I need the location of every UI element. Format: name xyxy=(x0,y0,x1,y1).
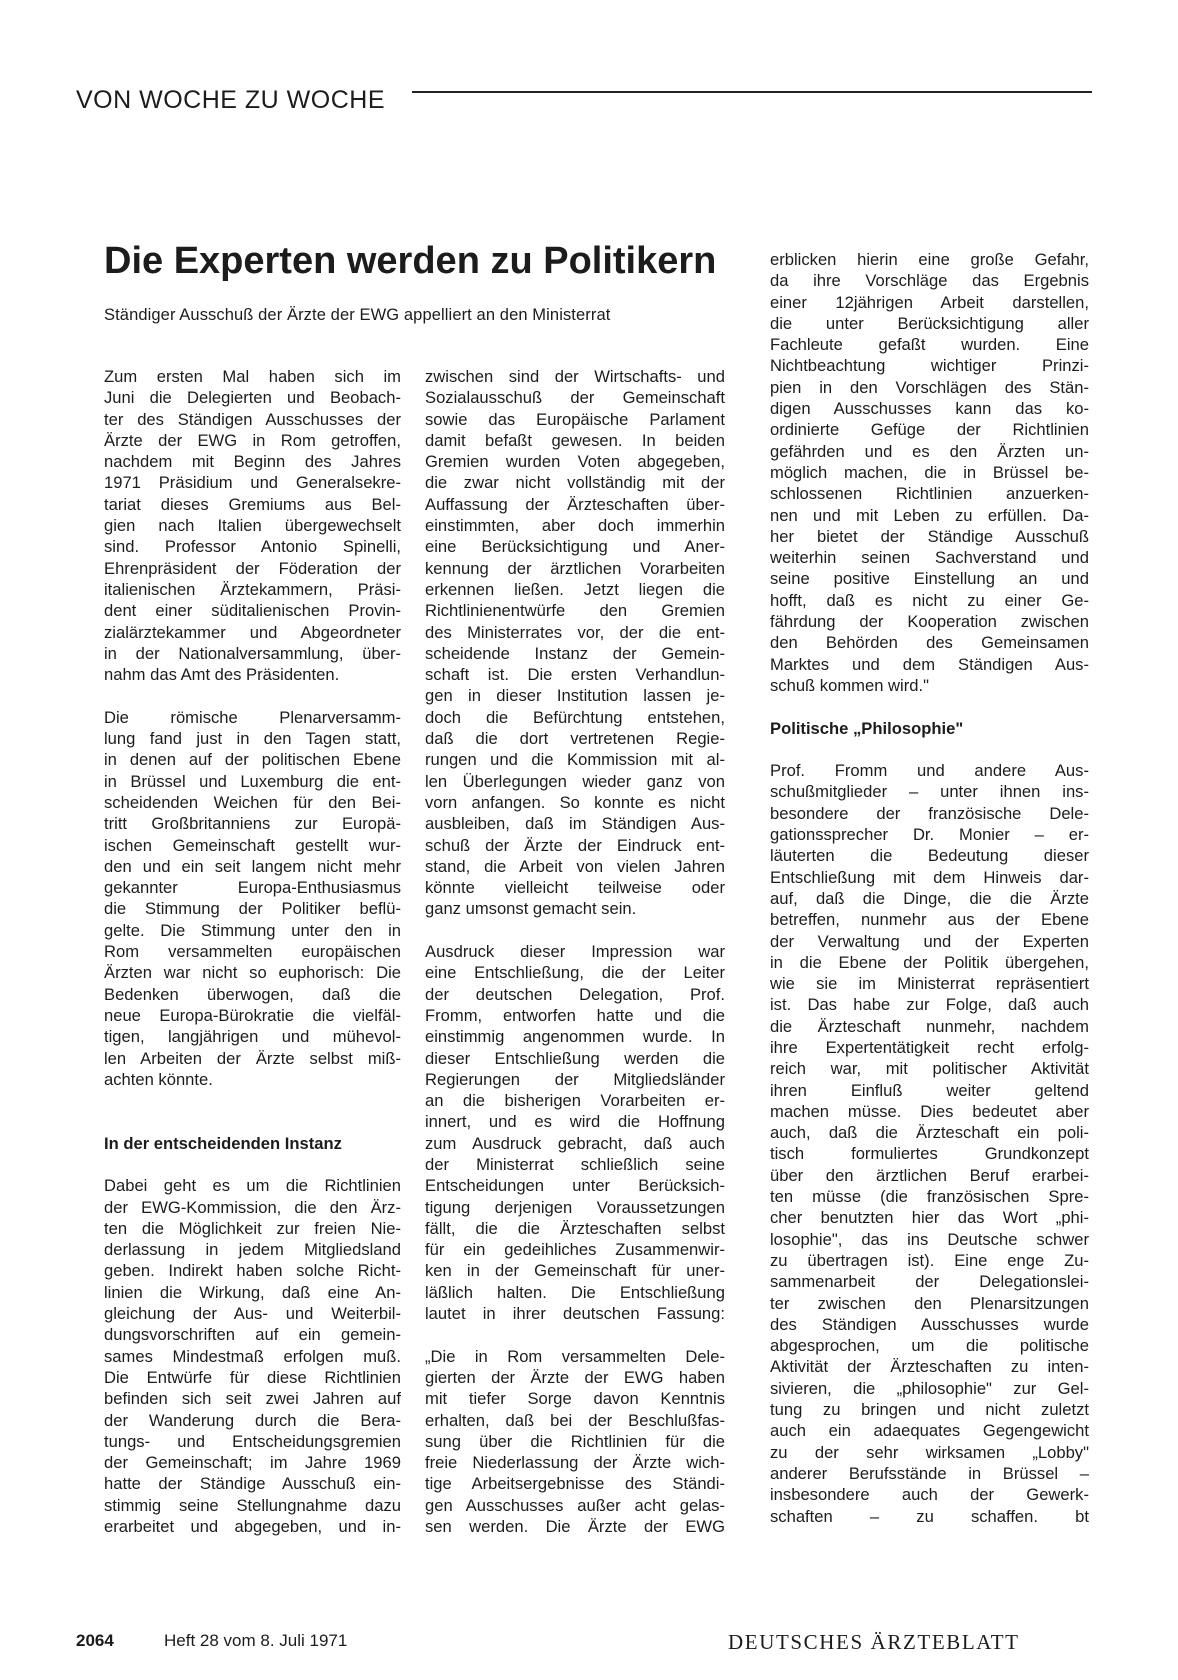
text-line: lautet in ihrer deutschen Fassung: xyxy=(425,1304,725,1324)
text-line: auch ein adaequates Gegengewicht xyxy=(770,1421,1089,1441)
text-line: Sozialausschuß der Gemeinschaft xyxy=(425,388,725,408)
text-line: vorn anfangen. So konnte es nicht xyxy=(425,792,725,812)
text-line: gierten der Ärzte der EWG haben xyxy=(425,1367,725,1387)
text-line: gelte. Die Stimmung unter den in xyxy=(104,920,401,940)
text-line: ordinierte Gefüge der Richtlinien xyxy=(770,420,1089,440)
text-line: ganz umsonst gemacht sein. xyxy=(425,899,637,919)
text-line: sen werden. Die Ärzte der EWG xyxy=(425,1517,725,1537)
text-line: einstimmten, aber doch immerhin xyxy=(425,516,725,536)
paragraph-gap xyxy=(425,1324,725,1345)
text-line: Bedenken überwogen, daß die xyxy=(104,984,401,1004)
text-line: nen und mit Leben zu erfüllen. Da- xyxy=(770,505,1089,525)
text-line: fährdung der Kooperation zwischen xyxy=(770,612,1089,632)
text-line: stand, die Arbeit von vielen Jahren xyxy=(425,856,725,876)
text-line: zu übertragen ist). Eine enge Zu- xyxy=(770,1250,1089,1270)
text-line: Gremien wurden Voten abgegeben, xyxy=(425,452,725,472)
text-line: möglich machen, die in Brüssel be- xyxy=(770,462,1089,482)
text-line: Dabei geht es um die Richtlinien xyxy=(104,1176,401,1196)
text-line: hatte der Ständige Ausschuß ein- xyxy=(104,1474,401,1494)
text-line: erhalten, daß bei der Beschlußfas- xyxy=(425,1410,725,1430)
text-line: der Gemeinschaft; im Jahre 1969 xyxy=(104,1453,401,1473)
text-line: innert, und es wird die Hoffnung xyxy=(425,1112,725,1132)
journal-name: DEUTSCHES ÄRZTEBLATT xyxy=(728,1630,1020,1654)
text-line: erblicken hierin eine große Gefahr, xyxy=(770,250,1089,269)
text-line: tige Arbeitsergebnisse des Ständi- xyxy=(425,1474,725,1494)
text-line: der Wanderung durch die Bera- xyxy=(104,1410,401,1430)
text-line: an die bisherigen Vorarbeiten er- xyxy=(425,1091,725,1111)
issue-info: Heft 28 vom 8. Juli 1971 xyxy=(164,1631,348,1650)
text-line: kennung der ärztlichen Vorarbeiten xyxy=(425,558,725,578)
text-line: scheidende Instanz der Gemein- xyxy=(425,643,725,663)
text-line: fällt, die die Ärzteschaften selbst xyxy=(425,1218,725,1238)
text-line: dungsvorschriften auf ein gemein- xyxy=(104,1325,401,1345)
text-line: tigen, langjährigen und mühevol- xyxy=(104,1027,401,1047)
text-line: sowie das Europäische Parlament xyxy=(425,409,725,429)
text-line: läuterten die Bedeutung dieser xyxy=(770,846,1089,866)
text-line: befinden sich seit zwei Jahren auf xyxy=(104,1389,401,1409)
section-heading: In der entscheidenden Instanz xyxy=(104,1133,342,1153)
text-line: digen Ausschusses kann das ko- xyxy=(770,399,1089,419)
text-line: auf, daß die Dinge, die die Ärzte xyxy=(770,888,1089,908)
text-line: daß die dort vertretenen Regie- xyxy=(425,729,725,749)
section-label: VON WOCHE ZU WOCHE xyxy=(76,86,385,114)
text-line: sames Mindestmaß erfolgen muß. xyxy=(104,1346,401,1366)
text-line: sivieren, die „philosophie" zur Gel- xyxy=(770,1378,1089,1398)
text-line: zwischen sind der Wirtschafts- und xyxy=(425,367,725,386)
text-line: Rom versammelten europäischen xyxy=(104,942,401,962)
text-line: schaft ist. Die ersten Verhandlun- xyxy=(425,665,725,685)
text-line: gen in dieser Institution lassen je- xyxy=(425,686,725,706)
text-line: gien nach Italien übergewechselt xyxy=(104,516,401,536)
text-line: weiterhin seinen Sachverstand und xyxy=(770,548,1089,568)
text-line: zialärztekammer und Abgeordneter xyxy=(104,622,401,642)
text-line: läßlich halten. Die Entschließung xyxy=(425,1282,725,1302)
text-line: in die Ebene der Politik übergehen, xyxy=(770,952,1089,972)
text-line: Richtlinienentwürfe den Gremien xyxy=(425,601,725,621)
text-line: hofft, daß es nicht zu einer Ge- xyxy=(770,590,1089,610)
text-line: gleichung der Aus- und Weiterbil- xyxy=(104,1304,401,1324)
text-line: machen müsse. Dies bedeutet aber xyxy=(770,1101,1089,1121)
text-line: Aktivität der Ärzteschaften zu inten- xyxy=(770,1357,1089,1377)
text-line: den und ein seit langem nicht mehr xyxy=(104,856,401,876)
text-line: Zum ersten Mal haben sich im xyxy=(104,367,401,386)
text-line: linien die Wirkung, daß eine An- xyxy=(104,1282,401,1302)
text-line: her bietet der Ständige Ausschuß xyxy=(770,526,1089,546)
text-line: in Brüssel und Luxemburg die ent- xyxy=(104,771,401,791)
text-line: nahm das Amt des Präsidenten. xyxy=(104,665,340,685)
text-line: scheidenden Weichen für den Bei- xyxy=(104,792,401,812)
text-line: gationssprecher Dr. Monier – er- xyxy=(770,825,1089,845)
text-line: zum Ausdruck gebracht, daß auch xyxy=(425,1133,725,1153)
text-line: len Arbeiten der Ärzte selbst miß- xyxy=(104,1048,401,1068)
text-line: des Ständigen Ausschusses wurde xyxy=(770,1314,1089,1334)
text-line: tung zu bringen und nicht zuletzt xyxy=(770,1400,1089,1420)
text-line: tungs- und Entscheidungsgremien xyxy=(104,1431,401,1451)
text-line: eine Berücksichtigung und Aner- xyxy=(425,537,725,557)
paragraph-gap xyxy=(104,685,401,706)
text-line: freie Niederlassung der Ärzte wich- xyxy=(425,1453,725,1473)
text-line: gen Ausschusses außer acht gelas- xyxy=(425,1495,725,1515)
text-line: schußmitglieder – unter ihnen ins- xyxy=(770,782,1089,802)
text-line: sammenarbeit der Delegationslei- xyxy=(770,1272,1089,1292)
text-line: eine Entschließung, die der Leiter xyxy=(425,963,725,983)
text-line: zu der sehr wirksamen „Lobby" xyxy=(770,1442,1089,1462)
text-line: der Ministerrat schließlich seine xyxy=(425,1154,725,1174)
text-line: Ehrenpräsident der Föderation der xyxy=(104,558,401,578)
text-line: ihre Expertentätigkeit recht erfolg- xyxy=(770,1037,1089,1057)
text-line: 1971 Präsidium und Generalsekre- xyxy=(104,473,401,493)
text-line: ischen Gemeinschaft gestellt wur- xyxy=(104,835,401,855)
paragraph-gap xyxy=(770,739,1089,760)
text-line: tritt Großbritanniens zur Europä- xyxy=(104,814,401,834)
text-line: die Ärzteschaft nunmehr, nachdem xyxy=(770,1016,1089,1036)
text-line: die Stimmung der Politiker beflü- xyxy=(104,899,401,919)
text-line: anderer Berufsstände in Brüssel – xyxy=(770,1463,1089,1483)
text-line: der EWG-Kommission, die den Ärz- xyxy=(104,1197,401,1217)
text-line: gekannter Europa-Enthusiasmus xyxy=(104,878,401,898)
text-line: neue Europa-Bürokratie die vielfäl- xyxy=(104,1005,401,1025)
text-line: italienischen Ärztekammern, Präsi- xyxy=(104,579,401,599)
text-line: stimmig seine Stellungnahme dazu xyxy=(104,1495,401,1515)
text-line: seine positive Einstellung an und xyxy=(770,569,1089,589)
text-line: erkennen ließen. Jetzt liegen die xyxy=(425,579,725,599)
text-line: der Verwaltung und der Experten xyxy=(770,931,1089,951)
text-line: den Behörden des Gemeinsamen xyxy=(770,633,1089,653)
text-line: Marktes und dem Ständigen Aus- xyxy=(770,654,1089,674)
text-line: auch, daß die Ärzteschaft ein poli- xyxy=(770,1123,1089,1143)
text-line: sung über die Richtlinien für die xyxy=(425,1431,725,1451)
text-line: doch die Befürchtung entstehen, xyxy=(425,707,725,727)
text-line: rungen und die Kommission mit al- xyxy=(425,750,725,770)
text-line: losophie", das ins Deutsche schwer xyxy=(770,1229,1089,1249)
text-line: Fromm, entworfen hatte und die xyxy=(425,1005,725,1025)
text-line: reich war, mit politischer Aktivität xyxy=(770,1059,1089,1079)
text-line: da ihre Vorschläge das Ergebnis xyxy=(770,271,1089,291)
text-line: dent einer süditalienischen Provin- xyxy=(104,601,401,621)
text-line: Fachleute gefaßt wurden. Eine xyxy=(770,335,1089,355)
text-line: Die römische Plenarversamm- xyxy=(104,707,401,727)
text-line: Ausdruck dieser Impression war xyxy=(425,942,725,962)
text-line: ausbleiben, daß im Ständigen Aus- xyxy=(425,814,725,834)
text-line: pien in den Vorschlägen des Stän- xyxy=(770,377,1089,397)
text-line: ter des Ständigen Ausschusses der xyxy=(104,409,401,429)
text-line: gefährden und es den Ärzten un- xyxy=(770,441,1089,461)
text-line: Entschließung mit dem Hinweis dar- xyxy=(770,867,1089,887)
text-line: einer 12jährigen Arbeit darstellen, xyxy=(770,292,1089,312)
text-line: tisch formuliertes Grundkonzept xyxy=(770,1144,1089,1164)
text-line: lung fand just in den Tagen statt, xyxy=(104,729,401,749)
page-number: 2064 xyxy=(76,1631,114,1650)
text-line: der deutschen Delegation, Prof. xyxy=(425,984,725,1004)
text-line: achten könnte. xyxy=(104,1069,213,1089)
text-line: die unter Berücksichtigung aller xyxy=(770,313,1089,333)
article-subtitle: Ständiger Ausschuß der Ärzte der EWG appelliert an den Ministerrat xyxy=(104,306,611,324)
section-rule xyxy=(412,91,1092,93)
text-line: schaften – zu schaffen. bt xyxy=(770,1506,1089,1526)
section-heading: Politische „Philosophie" xyxy=(770,718,964,738)
text-line: könnte vielleicht teilweise oder xyxy=(425,878,725,898)
paragraph-gap xyxy=(770,696,1089,717)
article-column-1 xyxy=(104,366,401,1537)
text-line: Ärzte der EWG in Rom getroffen, xyxy=(104,430,401,450)
text-line: betreffen, nunmehr aus der Ebene xyxy=(770,910,1089,930)
text-line: len Überlegungen wieder ganz von xyxy=(425,771,725,791)
text-line: dieser Entschließung werden die xyxy=(425,1048,725,1068)
text-line: ihren Einfluß weiter geltend xyxy=(770,1080,1089,1100)
text-line: derlassung in jedem Mitgliedsland xyxy=(104,1240,401,1260)
text-line: des Ministerrates vor, der die ent- xyxy=(425,622,725,642)
text-line: schlossenen Richtlinien anzuerken- xyxy=(770,484,1089,504)
text-line: cher benutzten hier das Wort „phi- xyxy=(770,1208,1089,1228)
paragraph-gap xyxy=(104,1090,401,1133)
text-line: Juni die Delegierten und Beobach- xyxy=(104,388,401,408)
text-line: in der Nationalversammlung, über- xyxy=(104,643,401,663)
text-line: für ein gedeihliches Zusammenwir- xyxy=(425,1240,725,1260)
text-line: Regierungen der Mitgliedsländer xyxy=(425,1069,725,1089)
text-line: in denen auf der politischen Ebene xyxy=(104,750,401,770)
text-line: über den ärztlichen Beruf erarbei- xyxy=(770,1165,1089,1185)
text-line: ter zwischen den Plenarsitzungen xyxy=(770,1293,1089,1313)
article-column-2 xyxy=(425,366,725,1537)
text-line: insbesondere auch der Gewerk- xyxy=(770,1485,1089,1505)
text-line: schuß der Ärzte der Eindruck ent- xyxy=(425,835,725,855)
text-line: Ärzten war nicht so euphorisch: Die xyxy=(104,963,401,983)
text-line: Prof. Fromm und andere Aus- xyxy=(770,761,1089,781)
text-line: geben. Indirekt haben solche Richt- xyxy=(104,1261,401,1281)
text-line: erarbeitet und abgegeben, und in- xyxy=(104,1517,401,1537)
text-line: wie sie im Ministerrat repräsentiert xyxy=(770,974,1089,994)
text-line: die zwar nicht vollständig mit der xyxy=(425,473,725,493)
text-line: Die Entwürfe für diese Richtlinien xyxy=(104,1367,401,1387)
text-line: „Die in Rom versammelten Dele- xyxy=(425,1346,725,1366)
text-line: einstimmig angenommen wurde. In xyxy=(425,1027,725,1047)
text-line: nachdem mit Beginn des Jahres xyxy=(104,452,401,472)
text-line: besondere der französische Dele- xyxy=(770,803,1089,823)
text-line: damit befaßt gewesen. In beiden xyxy=(425,430,725,450)
text-line: ten müsse (die französischen Spre- xyxy=(770,1187,1089,1207)
text-line: ist. Das habe zur Folge, daß auch xyxy=(770,995,1089,1015)
text-line: ken in der Gemeinschaft für uner- xyxy=(425,1261,725,1281)
text-line: tigung derjenigen Voraussetzungen xyxy=(425,1197,725,1217)
paragraph-gap xyxy=(104,1154,401,1175)
text-line: Nichtbeachtung wichtiger Prinzi- xyxy=(770,356,1089,376)
text-line: Auffassung der Ärzteschaften über- xyxy=(425,494,725,514)
text-line: sind. Professor Antonio Spinelli, xyxy=(104,537,401,557)
paragraph-gap xyxy=(425,920,725,941)
article-column-3 xyxy=(770,249,1089,1527)
article-title: Die Experten werden zu Politikern xyxy=(104,240,717,282)
text-line: tariat dieses Gremiums aus Bel- xyxy=(104,494,401,514)
text-line: schuß kommen wird." xyxy=(770,675,929,695)
text-line: ten die Möglichkeit zur freien Nie- xyxy=(104,1218,401,1238)
text-line: abgesprochen, um die politische xyxy=(770,1336,1089,1356)
text-line: mit tiefer Sorge davon Kenntnis xyxy=(425,1389,725,1409)
text-line: Entscheidungen unter Berücksich- xyxy=(425,1176,725,1196)
